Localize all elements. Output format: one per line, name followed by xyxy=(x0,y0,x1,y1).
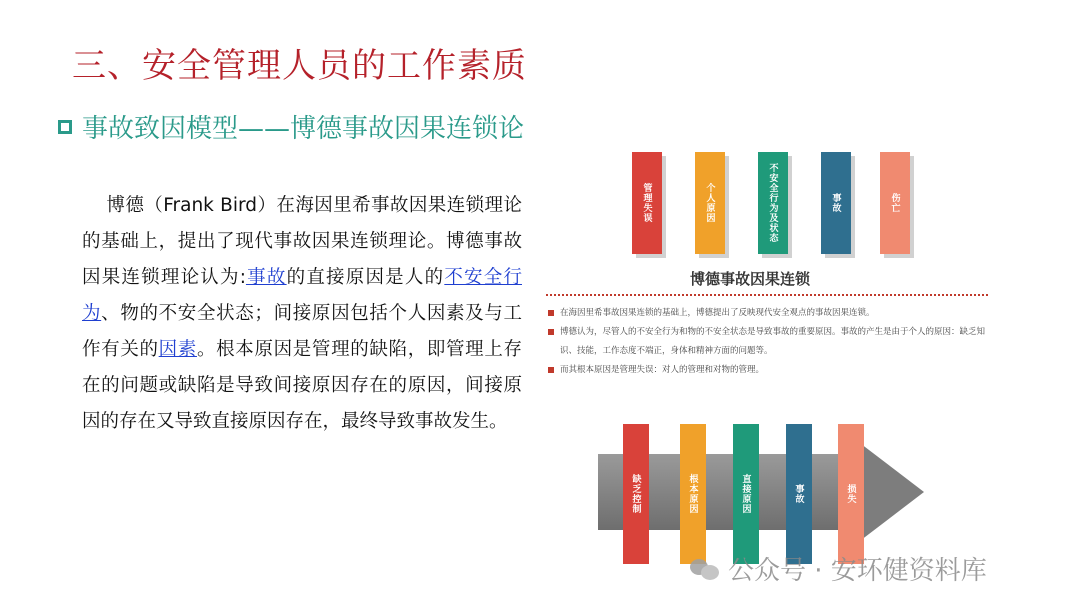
person-name: Frank Bird xyxy=(163,195,258,216)
page-title: 三、安全管理人员的工作素质 xyxy=(72,46,527,86)
arrow-diagram xyxy=(598,420,928,570)
bar-direct-cause: 直接原因 xyxy=(733,424,759,564)
bar-accident: 事故 xyxy=(786,424,812,564)
body-text-4: 、物的不安全状态；间接原因包括个人因素及与工作有关的 xyxy=(82,303,522,360)
link-factors[interactable]: 因素 xyxy=(158,339,197,360)
square-bullet-icon xyxy=(548,329,554,335)
note-text: 在海因里希事故因果连锁的基础上，博德提出了反映现代安全观点的事故因果连锁。 xyxy=(560,308,875,318)
link-accident[interactable]: 事故 xyxy=(245,267,287,288)
body-text-3: 的直接原因是人的 xyxy=(286,267,445,288)
note-text: 而其根本原因是管理失误：对人的管理和对物的管理。 xyxy=(560,365,765,375)
note-item xyxy=(548,361,988,380)
domino-casualty: 伤亡 xyxy=(880,152,910,254)
watermark xyxy=(690,550,987,587)
square-bullet-icon xyxy=(548,310,554,316)
note-item xyxy=(548,323,988,361)
body-text-2: ）在海因里希事故因果连锁理论的基础上，提出了现代事故因果连锁理论。博德事故因果连锁理论认为: xyxy=(82,195,522,288)
section-heading-text: 事故致因模型——博德事故因果连锁论 xyxy=(82,114,525,144)
notes-list xyxy=(548,304,988,380)
watermark-text: 公众号 · 安环健资料库 xyxy=(728,556,987,586)
note-item xyxy=(548,304,988,323)
wechat-icon xyxy=(690,557,720,581)
domino-management-error: 管理失误 xyxy=(632,152,662,254)
body-text-1: 博德（ xyxy=(106,195,164,216)
square-bullet-icon xyxy=(58,120,72,134)
link-unsafe-behavior[interactable]: 不安全行为 xyxy=(82,267,522,324)
domino-personal-cause: 个人原因 xyxy=(695,152,725,254)
bar-lack-control: 缺乏控制 xyxy=(623,424,649,564)
domino-diagram xyxy=(620,150,920,260)
note-text: 博德认为，尽管人的不安全行为和物的不安全状态是导致事故的重要原因。事故的产生是由于个人的原因：缺乏知识、技能，工作态度不端正，身体和精神方面的问题等。 xyxy=(560,327,986,356)
diagram-caption: 博德事故因果连锁 xyxy=(690,270,811,288)
divider xyxy=(546,294,988,296)
domino-unsafe-act: 不安全行为及状态 xyxy=(758,152,788,254)
body-paragraph xyxy=(82,188,522,440)
section-heading xyxy=(58,108,524,145)
square-bullet-icon xyxy=(548,367,554,373)
domino-accident: 事故 xyxy=(821,152,851,254)
bar-loss: 损失 xyxy=(838,424,864,564)
bar-root-cause: 根本原因 xyxy=(680,424,706,564)
body-text-5: 。根本原因是管理的缺陷，即管理上存在的问题或缺陷是导致间接原因存在的原因，间接原因的存在又导致直接原因存在，最终导致事故发生。 xyxy=(82,339,522,432)
